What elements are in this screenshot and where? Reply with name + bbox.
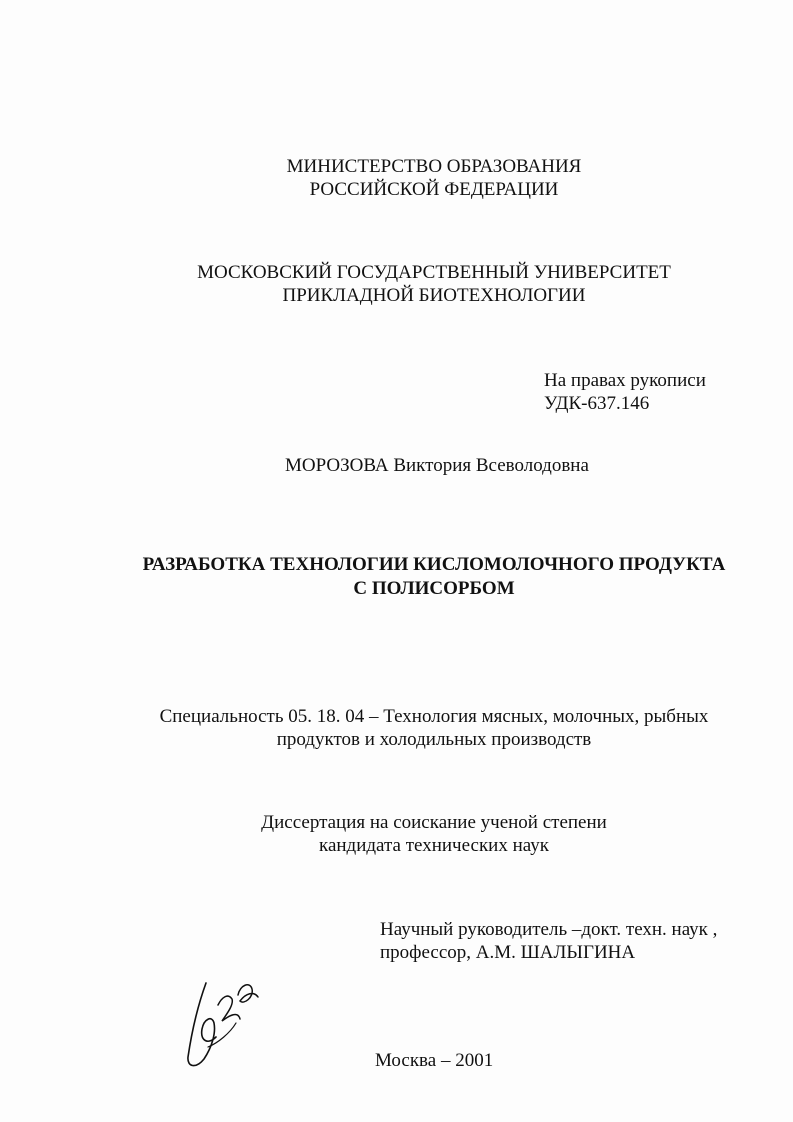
manuscript-rights: На правах рукописи bbox=[544, 370, 706, 391]
supervisor-line-2: профессор, А.М. ШАЛЫГИНА bbox=[380, 942, 636, 963]
ministry-line-1: МИНИСТЕРСТВО ОБРАЗОВАНИЯ bbox=[286, 156, 582, 177]
ministry-line-2: РОССИЙСКОЙ ФЕДЕРАЦИИ bbox=[309, 179, 559, 200]
specialty-line-2: продуктов и холодильных производств bbox=[276, 729, 592, 750]
thesis-title-line-1: РАЗРАБОТКА ТЕХНОЛОГИИ КИСЛОМОЛОЧНОГО ПРОДУКТА bbox=[142, 554, 726, 575]
handwritten-signature bbox=[178, 975, 263, 1075]
thesis-title-line-2: С ПОЛИСОРБОМ bbox=[353, 578, 515, 599]
author-name: МОРОЗОВА Виктория Всеволодовна bbox=[285, 455, 589, 476]
udc-code: УДК-637.146 bbox=[544, 393, 650, 414]
university-line-1: МОСКОВСКИЙ ГОСУДАРСТВЕННЫЙ УНИВЕРСИТЕТ bbox=[197, 262, 671, 283]
dissertation-line-2: кандидата технических наук bbox=[319, 835, 549, 856]
specialty-line-1: Специальность 05. 18. 04 – Технология мясных, молочных, рыбных bbox=[159, 706, 709, 727]
dissertation-line-1: Диссертация на соискание ученой степени bbox=[261, 812, 607, 833]
supervisor-line-1: Научный руководитель –докт. техн. наук , bbox=[380, 919, 718, 940]
university-line-2: ПРИКЛАДНОЙ БИОТЕХНОЛОГИИ bbox=[282, 285, 586, 306]
city-year: Москва – 2001 bbox=[375, 1050, 494, 1071]
